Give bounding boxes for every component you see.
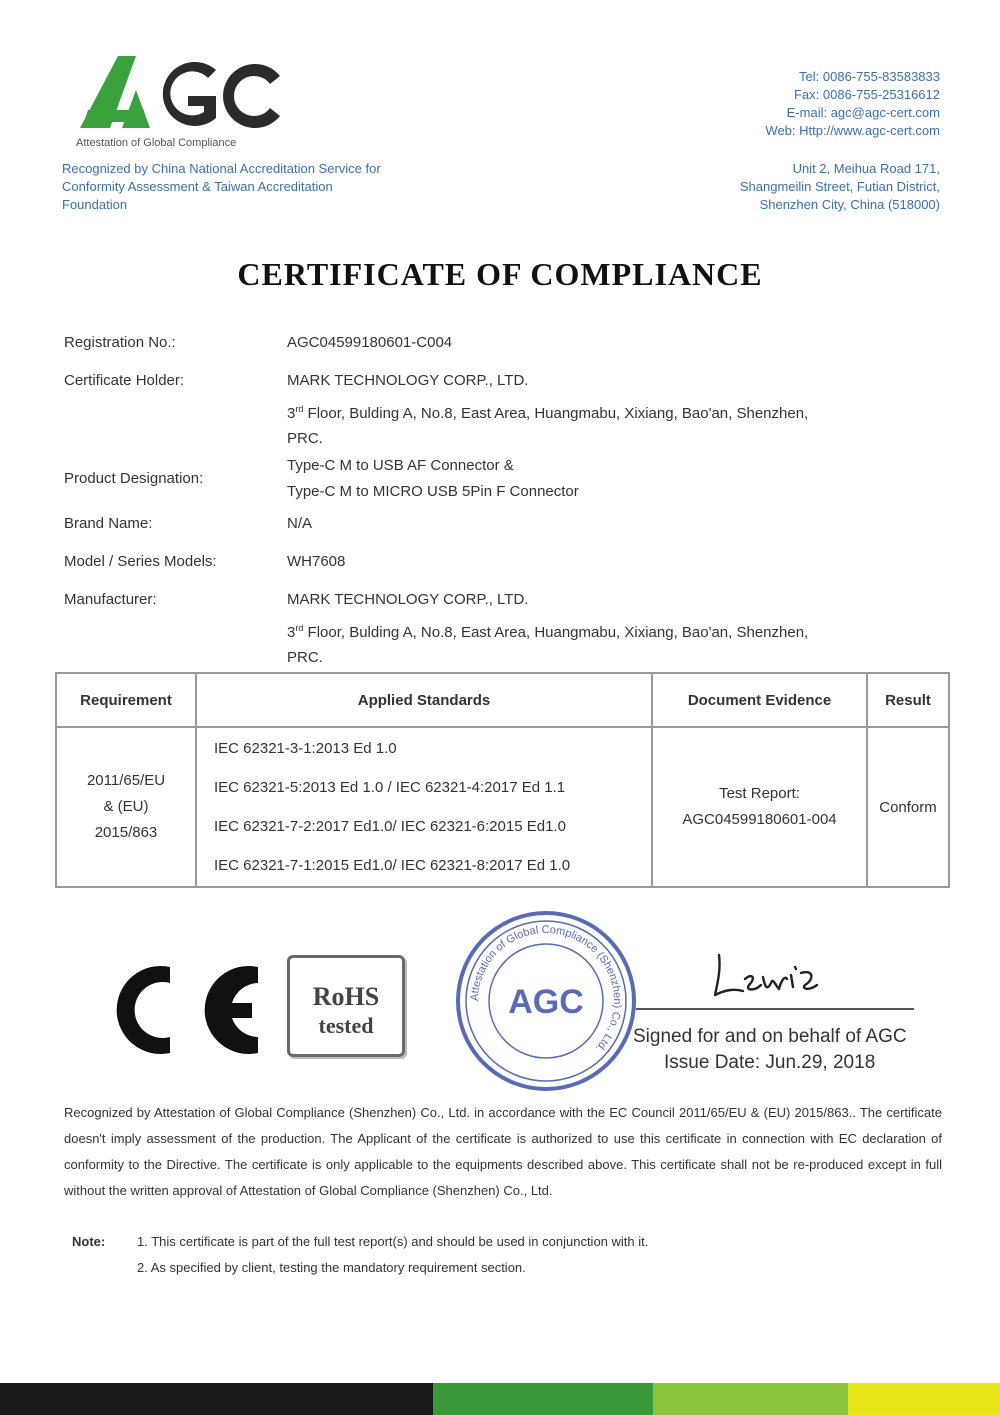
standard-item: IEC 62321-7-1:2015 Ed1.0/ IEC 62321-8:2017 Ed 1.0 <box>214 857 571 874</box>
evidence-line: Test Report: <box>719 785 800 802</box>
footer-color-bar <box>0 1383 1000 1415</box>
requirement-line: 2011/65/EU <box>86 772 166 789</box>
agc-seal-stamp <box>452 907 640 1095</box>
holder-label: Certificate Holder: <box>64 372 185 389</box>
bar-segment-black <box>0 1383 433 1415</box>
model-value: WH7608 <box>287 553 346 570</box>
brand-value: N/A <box>287 515 313 532</box>
address-line: Unit 2, Meihua Road 171, <box>792 161 940 176</box>
registration-label: Registration No.: <box>64 334 176 351</box>
rohs-label: RoHS <box>312 982 380 1011</box>
requirement-line: & (EU) <box>103 798 149 815</box>
signature-image <box>705 945 825 1005</box>
seal-center-text: AGC <box>508 983 584 1021</box>
holder-address-line2: PRC. <box>287 430 323 447</box>
product-line1: Type-C M to USB AF Connector & <box>287 457 514 474</box>
holder-name: MARK TECHNOLOGY CORP., LTD. <box>287 372 529 389</box>
bar-segment-yellow <box>848 1383 1000 1415</box>
note-item: 2. As specified by client, testing the mandatory requirement section. <box>137 1260 526 1275</box>
header-result: Result <box>867 673 949 727</box>
issue-date: Issue Date: Jun.29, 2018 <box>664 1052 876 1073</box>
bar-segment-lime <box>653 1383 848 1415</box>
address-line: Shangmeilin Street, Futian District, <box>739 179 940 194</box>
bar-segment-green <box>433 1383 653 1415</box>
email: E-mail: agc@agc-cert.com <box>786 105 940 120</box>
seal-ring-text: Attestation of Global Compliance (Shenzhen) Co., Ltd. <box>468 923 624 1055</box>
manufacturer-name: MARK TECHNOLOGY CORP., LTD. <box>287 591 529 608</box>
holder-address-line1: 3rd Floor, Bulding A, No.8, East Area, Huangmabu, Xixiang, Bao'an, Shenzhen, <box>287 404 809 422</box>
requirement-line: 2015/863 <box>94 824 158 841</box>
accreditation-line: Conformity Assessment & Taiwan Accreditation <box>62 179 333 194</box>
accreditation-text <box>62 160 381 214</box>
manufacturer-address-line2: PRC. <box>287 649 323 666</box>
table-header-row <box>56 673 949 727</box>
fax: Fax: 0086-755-25316612 <box>793 87 940 102</box>
signature-line <box>636 1008 914 1010</box>
certificate-title: CERTIFICATE OF COMPLIANCE <box>237 256 763 292</box>
manufacturer-address-line1: 3rd Floor, Bulding A, No.8, East Area, Huangmabu, Xixiang, Bao'an, Shenzhen, <box>287 623 809 641</box>
model-label: Model / Series Models: <box>64 553 217 570</box>
contact-info <box>765 68 940 140</box>
note-label: Note: <box>72 1234 106 1249</box>
compliance-statement: Recognized by Attestation of Global Compliance (Shenzhen) Co., Ltd. in accordance with the EC Council 2011/65/EU & (EU) 2015/863.. The certificate doesn't imply assessment of the production. The Applicant of the certificate is authorized to use this certificate in connection with EC declaration of conformity to the Directive. The certificate is only applicable to the equipments described above. This certificate shall not be re-produced except in full without the written approval of Attestation of Global Compliance (Shenzhen) Co., Ltd. <box>64 1105 942 1198</box>
evidence-cell <box>652 727 867 887</box>
result-cell: Conform <box>867 727 949 887</box>
tel: Tel: 0086-755-83583833 <box>799 69 940 84</box>
accreditation-line: Recognized by China National Accreditation Service for <box>62 161 381 176</box>
brand-label: Brand Name: <box>64 515 153 532</box>
standard-item: IEC 62321-7-2:2017 Ed1.0/ IEC 62321-6:2015 Ed1.0 <box>214 818 566 835</box>
header-document-evidence: Document Evidence <box>652 673 867 727</box>
product-line2: Type-C M to MICRO USB 5Pin F Connector <box>287 483 579 500</box>
requirement-cell <box>56 727 196 887</box>
logo-tagline: Attestation of Global Compliance <box>76 137 237 149</box>
ce-mark-icon <box>108 955 268 1065</box>
standards-table <box>55 672 950 888</box>
evidence-line: AGC04599180601-004 <box>682 811 837 828</box>
header-requirement: Requirement <box>56 673 196 727</box>
header-applied-standards: Applied Standards <box>196 673 652 727</box>
accreditation-line: Foundation <box>62 197 128 212</box>
standard-item: IEC 62321-3-1:2013 Ed 1.0 <box>214 740 397 757</box>
address-line: Shenzhen City, China (518000) <box>759 197 940 212</box>
signed-by-text: Signed for and on behalf of AGC <box>633 1026 907 1047</box>
standard-item: IEC 62321-5:2013 Ed 1.0 / IEC 62321-4:2017 Ed 1.1 <box>214 779 566 796</box>
note-item: 1. This certificate is part of the full test report(s) and should be used in conjunction with it. <box>137 1234 649 1249</box>
manufacturer-label: Manufacturer: <box>64 591 157 608</box>
company-address <box>740 160 940 214</box>
rohs-tested-badge <box>287 955 405 1057</box>
table-row <box>56 727 949 887</box>
product-label: Product Designation: <box>64 470 204 487</box>
standards-cell <box>196 727 652 887</box>
tested-label: tested <box>318 1013 374 1038</box>
website: Web: Http://www.agc-cert.com <box>765 123 940 138</box>
registration-value: AGC04599180601-C004 <box>287 334 453 351</box>
